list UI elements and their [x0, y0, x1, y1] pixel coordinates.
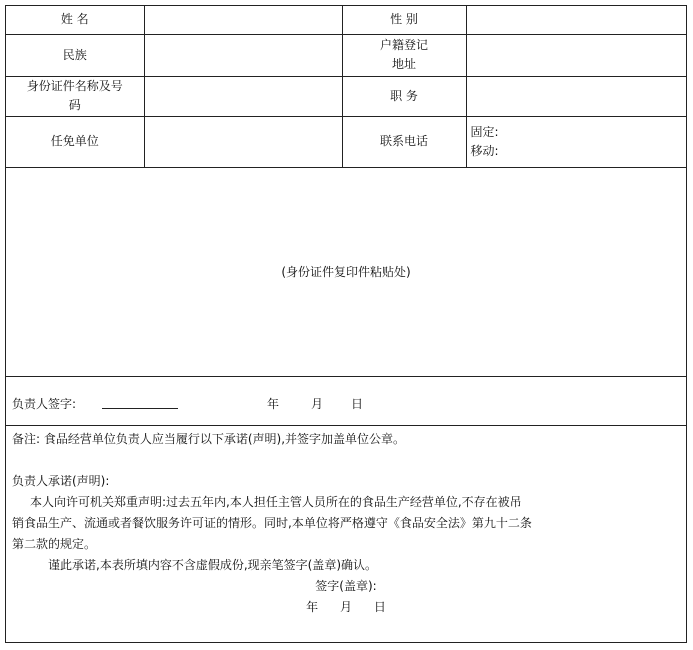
household-address-label	[342, 34, 466, 76]
phone-field[interactable]	[466, 116, 686, 167]
seal-label: 签字(盖章):	[315, 578, 377, 593]
name-field[interactable]	[144, 6, 342, 34]
seal-year-label: 年	[306, 599, 319, 614]
table-row	[6, 76, 686, 116]
pledge-line: 谨此承诺,本表所填内容不含虚假成份,现亲笔签字(盖章)确认。	[48, 557, 377, 572]
paste-area-label: (身份证件复印件粘贴处)	[281, 265, 411, 279]
seal-day-label: 日	[373, 599, 386, 614]
appointing-unit-label: 任免单位	[6, 116, 144, 167]
id-copy-paste-area[interactable]	[6, 168, 686, 377]
ethnicity-field[interactable]	[144, 34, 342, 76]
ethnicity-label: 民族	[6, 34, 144, 76]
id-document-field[interactable]	[144, 76, 342, 116]
remark-text: 备注: 食品经营单位负责人应当履行以下承诺(声明),并签字加盖单位公章。	[12, 431, 406, 446]
phone-label: 联系电话	[342, 116, 466, 167]
position-field[interactable]	[466, 76, 686, 116]
table-row	[6, 116, 686, 167]
appointing-unit-field[interactable]	[144, 116, 342, 167]
signature-year-label: 年	[267, 396, 280, 411]
pledge-line: 销食品生产、流通或者餐饮服务许可证的情形。同时,本单位将严格遵守《食品安全法》第九十二条	[12, 515, 532, 530]
id-label-line1: 身份证件名称及号	[26, 79, 123, 93]
household-label-line1: 户籍登记	[379, 38, 428, 52]
info-table	[6, 6, 686, 168]
household-address-field[interactable]	[466, 34, 686, 76]
pledge-line: 第二款的规定。	[12, 536, 97, 551]
signature-day-label: 日	[351, 396, 364, 411]
seal-date	[12, 597, 680, 618]
phone-mobile-label: 移动:	[470, 143, 499, 158]
signature-label: 负责人签字:	[12, 396, 77, 411]
notes-section	[6, 426, 686, 621]
signature-row	[6, 377, 686, 426]
signature-month-label: 月	[311, 396, 324, 411]
signature-line[interactable]	[102, 408, 178, 409]
table-row	[6, 34, 686, 76]
name-label: 姓 名	[6, 6, 144, 34]
id-label-line2: 码	[68, 98, 81, 112]
pledge-title: 负责人承诺(声明):	[12, 473, 110, 488]
responsible-person-form	[5, 5, 687, 643]
position-label: 职 务	[342, 76, 466, 116]
id-document-label	[6, 76, 144, 116]
seal-month-label: 月	[339, 599, 352, 614]
gender-field[interactable]	[466, 6, 686, 34]
household-label-line2: 地址	[391, 57, 416, 71]
phone-fixed-label: 固定:	[470, 124, 499, 139]
table-row	[6, 6, 686, 34]
pledge-line: 本人向许可机关郑重声明:过去五年内,本人担任主管人员所在的食品生产经营单位,不存在被吊	[30, 494, 522, 509]
gender-label: 性 别	[342, 6, 466, 34]
